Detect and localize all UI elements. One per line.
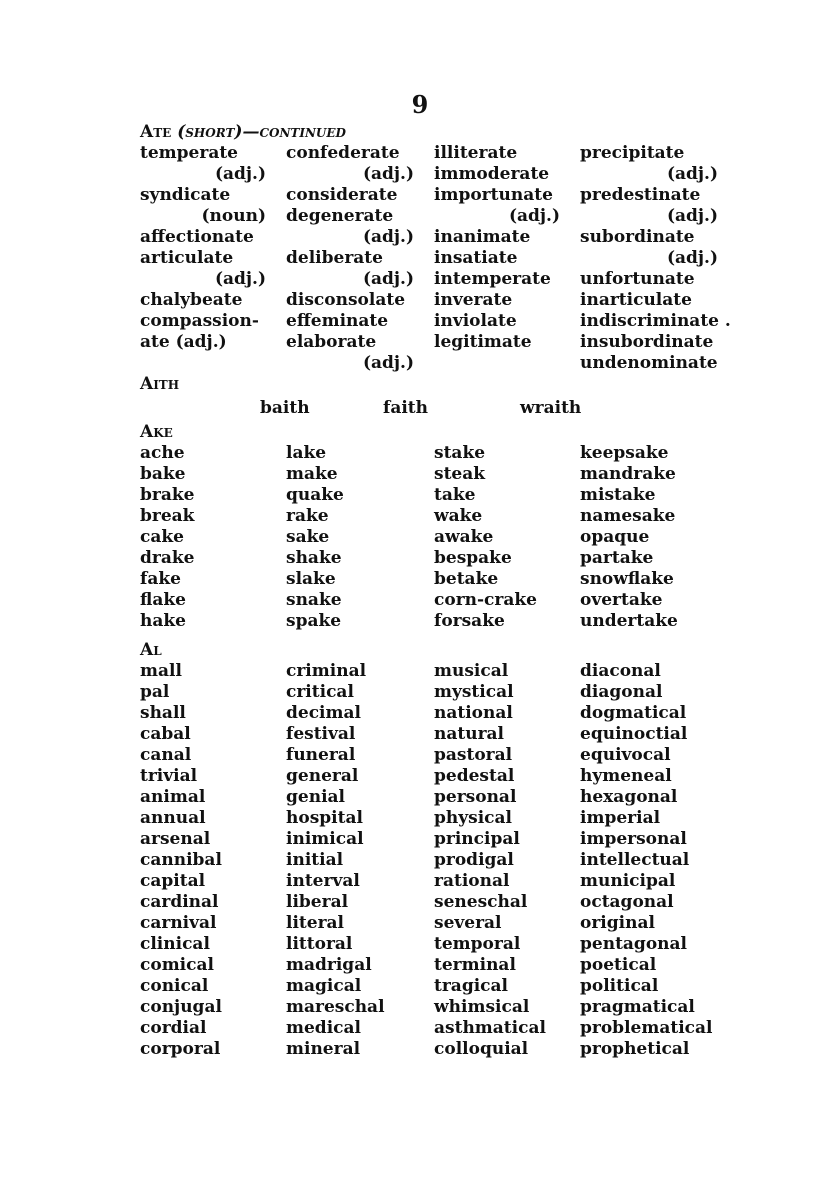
word-cell: cordial [140,1018,207,1038]
word-cell: pastoral [434,745,513,765]
word-cell: (adj.) [666,164,718,184]
word-cell: steak [434,464,486,484]
word-cell: (adj.) [362,227,414,247]
word-cell: liberal [286,892,349,912]
word-cell: asthmatical [434,1018,546,1038]
word-cell: pragmatical [580,997,695,1017]
word-cell: capital [140,871,206,891]
word-cell: immoderate [434,164,550,184]
word-cell: animal [140,787,206,807]
word-cell: tragical [434,976,508,996]
word-cell: hymeneal [580,766,672,786]
page-number: 9 [411,90,429,119]
section-heading-ate: Ate (short)—continued [140,122,346,142]
word-cell: precipitate [580,143,685,163]
word-cell: physical [434,808,512,828]
word-cell: magical [286,976,362,996]
word-cell: conical [140,976,209,996]
word-cell: comical [140,955,214,975]
word-cell: diagonal [580,682,663,702]
word-cell [140,353,286,374]
word-cell: disconsolate [286,290,406,310]
word-cell: bake [140,464,186,484]
word-cell: shake [286,548,342,568]
word-cell: importunate [434,185,553,205]
word-cell: brake [140,485,195,505]
word-cell: rational [434,871,510,891]
word-cell: lake [286,443,327,463]
word-cell: pentagonal [580,934,687,954]
word: faith [383,398,428,418]
word-cell: (noun) [201,206,266,226]
word-cell: mystical [434,682,514,702]
word-cell: natural [434,724,505,744]
word-cell: inimical [286,829,364,849]
word-cell: snowflake [580,569,674,589]
word-cell: literal [286,913,345,933]
word-row-aith [140,395,760,422]
word-cell: inanimate [434,227,531,247]
word-cell: hexagonal [580,787,678,807]
word-cell: temperate [140,143,238,163]
word-cell: principal [434,829,520,849]
word-cell: overtake [580,590,663,610]
word-cell: subordinate [580,227,695,247]
word-grid-ake [140,443,760,632]
word-cell [434,353,580,374]
word-cell: opaque [580,527,650,547]
word-cell: temporal [434,934,521,954]
word-grid-al [140,661,760,1060]
word-cell: considerate [286,185,398,205]
word: baith [260,398,310,418]
word-cell: undenominate [580,353,718,373]
word-cell: diaconal [580,661,661,681]
word-cell: mandrake [580,464,676,484]
word-cell: quake [286,485,344,505]
word-cell: prodigal [434,850,514,870]
word-cell: (adj.) [362,269,414,289]
word-cell: slake [286,569,336,589]
word-cell: clinical [140,934,210,954]
word-cell: national [434,703,513,723]
word-cell: colloquial [434,1039,529,1059]
word-cell: cardinal [140,892,219,912]
word-cell: degenerate [286,206,394,226]
word-cell: several [434,913,502,933]
word-cell: sake [286,527,330,547]
word-cell: mistake [580,485,656,505]
word-cell: equivocal [580,745,671,765]
word-cell: trivial [140,766,198,786]
word-cell: compassion- [140,311,259,331]
word-cell: articulate [140,248,234,268]
word-cell: medical [286,1018,361,1038]
word-cell: original [580,913,655,933]
word-cell: illiterate [434,143,518,163]
word-cell: inarticulate [580,290,692,310]
word-cell: madrigal [286,955,372,975]
word-cell: intellectual [580,850,690,870]
word-cell: legitimate [434,332,532,352]
word-cell: hospital [286,808,363,828]
word-cell: spake [286,611,342,631]
word-cell: prophetical [580,1039,690,1059]
word-cell: (adj.) [362,164,414,184]
rhyme-list [140,122,760,1060]
word-cell: corporal [140,1039,221,1059]
word-cell: chalybeate [140,290,243,310]
word-cell: rake [286,506,329,526]
word-cell: deliberate [286,248,383,268]
word-cell: seneschal [434,892,528,912]
word-cell: dogmatical [580,703,687,723]
word-cell: corn-crake [434,590,537,610]
word-cell: confederate [286,143,400,163]
word-cell: festival [286,724,356,744]
word-cell: indiscriminate . [580,311,731,331]
word-cell: namesake [580,506,676,526]
word-cell: betake [434,569,499,589]
word-cell: pedestal [434,766,515,786]
word-cell: terminal [434,955,516,975]
word-cell: (adj.) [214,269,266,289]
word-cell: interval [286,871,360,891]
word-cell: decimal [286,703,361,723]
word-cell: whimsical [434,997,530,1017]
word-cell: ate (adj.) [140,332,227,352]
section-heading-al: Al [140,640,162,660]
word-cell: octagonal [580,892,674,912]
word-cell: unfortunate [580,269,695,289]
word-cell: (adj.) [214,164,266,184]
word-cell: mineral [286,1039,361,1059]
word-cell: snake [286,590,342,610]
word-cell: undertake [580,611,678,631]
word-cell: funeral [286,745,356,765]
word-cell: critical [286,682,354,702]
word-cell: municipal [580,871,676,891]
word-cell: cake [140,527,184,547]
word-grid-ate [140,143,760,374]
word-cell: break [140,506,195,526]
word-cell: cabal [140,724,191,744]
word-cell: problematical [580,1018,713,1038]
section-heading-aith: Aith [140,374,180,394]
word-cell: annual [140,808,206,828]
word-cell: personal [434,787,517,807]
word: wraith [520,398,582,418]
word-cell: affectionate [140,227,254,247]
word-cell: arsenal [140,829,211,849]
word-cell: forsake [434,611,505,631]
word-cell: mall [140,661,182,681]
word-cell: flake [140,590,186,610]
section-subtitle: (short)—continued [177,122,346,142]
word-cell: hake [140,611,186,631]
word-cell: (adj.) [362,353,414,373]
word-cell: imperial [580,808,661,828]
word-cell: political [580,976,659,996]
word-cell: conjugal [140,997,222,1017]
word-cell: equinoctial [580,724,688,744]
word-cell: insatiate [434,248,518,268]
word-cell: predestinate [580,185,701,205]
word-cell: keepsake [580,443,669,463]
word-cell: elaborate [286,332,377,352]
word-cell: musical [434,661,509,681]
word-cell: inviolate [434,311,517,331]
word-cell: cannibal [140,850,222,870]
word-cell: (adj.) [666,206,718,226]
word-cell: effeminate [286,311,389,331]
word-cell: syndicate [140,185,231,205]
word-cell: take [434,485,476,505]
word-cell: awake [434,527,494,547]
word-cell: bespake [434,548,512,568]
word-cell: (adj.) [666,248,718,268]
word-cell: mareschal [286,997,385,1017]
word-cell: intemperate [434,269,551,289]
word-cell: make [286,464,338,484]
word-cell: general [286,766,359,786]
word-cell: genial [286,787,345,807]
word-cell: insubordinate [580,332,714,352]
word-cell: shall [140,703,186,723]
word-cell: impersonal [580,829,687,849]
word-cell: criminal [286,661,367,681]
word-cell: (adj.) [508,206,560,226]
word-cell: canal [140,745,192,765]
word-cell: pal [140,682,170,702]
word-cell: partake [580,548,654,568]
word-cell: fake [140,569,181,589]
word-cell: littoral [286,934,353,954]
word-cell: poetical [580,955,657,975]
word-cell: ache [140,443,185,463]
word-cell: wake [434,506,483,526]
word-cell: initial [286,850,344,870]
word-cell: carnival [140,913,217,933]
word-cell: stake [434,443,486,463]
section-heading-ake: Ake [140,422,173,442]
word-cell: inverate [434,290,513,310]
word-cell: drake [140,548,195,568]
